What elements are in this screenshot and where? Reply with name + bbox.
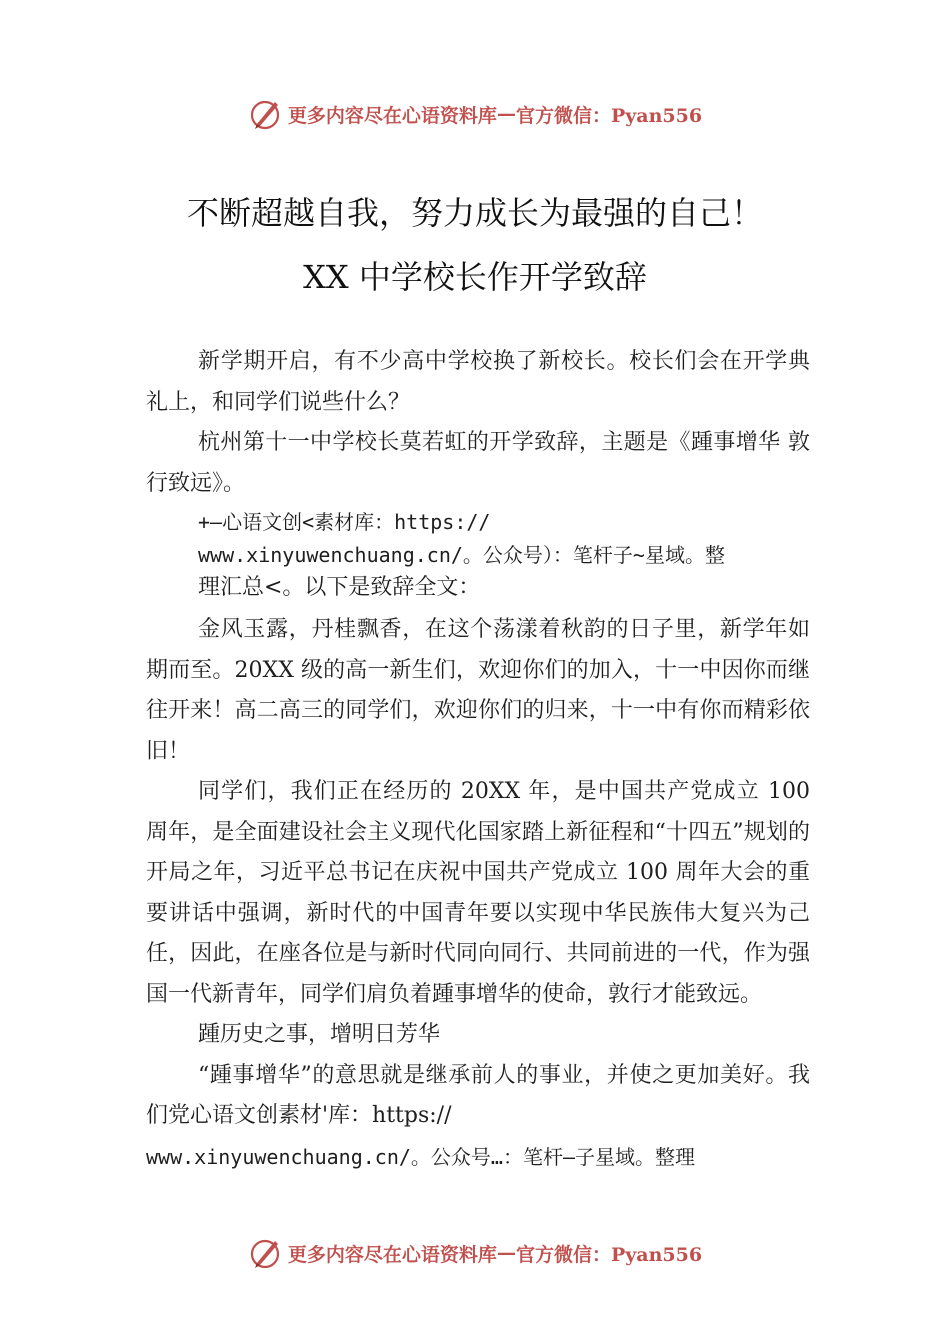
banner-separator: — bbox=[496, 103, 516, 125]
footer-separator: — bbox=[496, 1242, 516, 1264]
banner-wechat-text: 官方微信：Pyan556 bbox=[515, 104, 703, 127]
footer-library-text: 更多内容尽在心语资料库 bbox=[287, 1243, 497, 1266]
page-title: 不断超越自我，努力成长为最强的自己！ bbox=[186, 194, 763, 232]
source-note-line-2: www.xinyuwenchuang.cn/。公众号）：笔杆子~星域。整 bbox=[198, 543, 725, 567]
paragraph-meaning-url: www.xinyuwenchuang.cn/。公众号…：笔杆—子星域。整理 bbox=[146, 1144, 695, 1169]
source-note-line-1: +—心语文创<素材库：https:// bbox=[198, 510, 491, 534]
source-note-line-3: 理汇总<。以下是致辞全文： bbox=[198, 575, 481, 600]
paragraph-intro: 新学期开启，有不少高中学校换了新校长。校长们会在开学典礼上，和同学们说些什么？ bbox=[146, 349, 810, 415]
banner-library-text: 更多内容尽在心语资料库 bbox=[287, 104, 497, 127]
quill-pen-logo-icon bbox=[248, 96, 284, 132]
quill-pen-logo-icon bbox=[248, 1235, 284, 1271]
source-note bbox=[146, 506, 810, 604]
page-subtitle: XX 中学校长作开学致辞 bbox=[303, 258, 647, 296]
paragraph-welcome: 金风玉露，丹桂飘香，在这个荡漾着秋韵的日子里，新学年如期而至。20XX 级的高一新生们，欢迎你们的加入，十一中因你而继往开来！高二高三的同学们，欢迎你们的归来，十一中有你而精彩依旧！ bbox=[146, 617, 810, 764]
paragraph-centenary: 同学们，我们正在经历的 20XX 年，是中国共产党成立 100 周年，是全面建设社会主义现代化国家踏上新征程和“十四五”规划的开局之年，习近平总书记在庆祝中国共产党成立 100 周年大会的重要讲话中强调，新时代的中国青年要以实现中华民族伟大复兴为己任，因此，在座各位是与新时代同向同行、共同前进的一代，作为强国一代新青年，同学们肩负着踵事增华的使命，敦行才能致远。 bbox=[146, 779, 810, 1007]
footer-banner bbox=[0, 1233, 950, 1273]
article-body bbox=[146, 342, 810, 504]
footer-wechat-text: 官方微信：Pyan556 bbox=[515, 1243, 703, 1266]
section-heading: 踵历史之事，增明日芳华 bbox=[198, 1022, 441, 1047]
header-banner bbox=[0, 94, 950, 134]
article-body-main bbox=[146, 610, 810, 1178]
paragraph-theme: 杭州第十一中学校长莫若虹的开学致辞，主题是《踵事增华 敦行致远》。 bbox=[146, 430, 810, 496]
paragraph-meaning: “踵事增华”的意思就是继承前人的事业，并使之更加美好。我们党心语文创素材'库：https:// www.xinyuwenchuang.cn/。公众号…：笔杆—子星域。整理 bbox=[146, 1062, 810, 1169]
